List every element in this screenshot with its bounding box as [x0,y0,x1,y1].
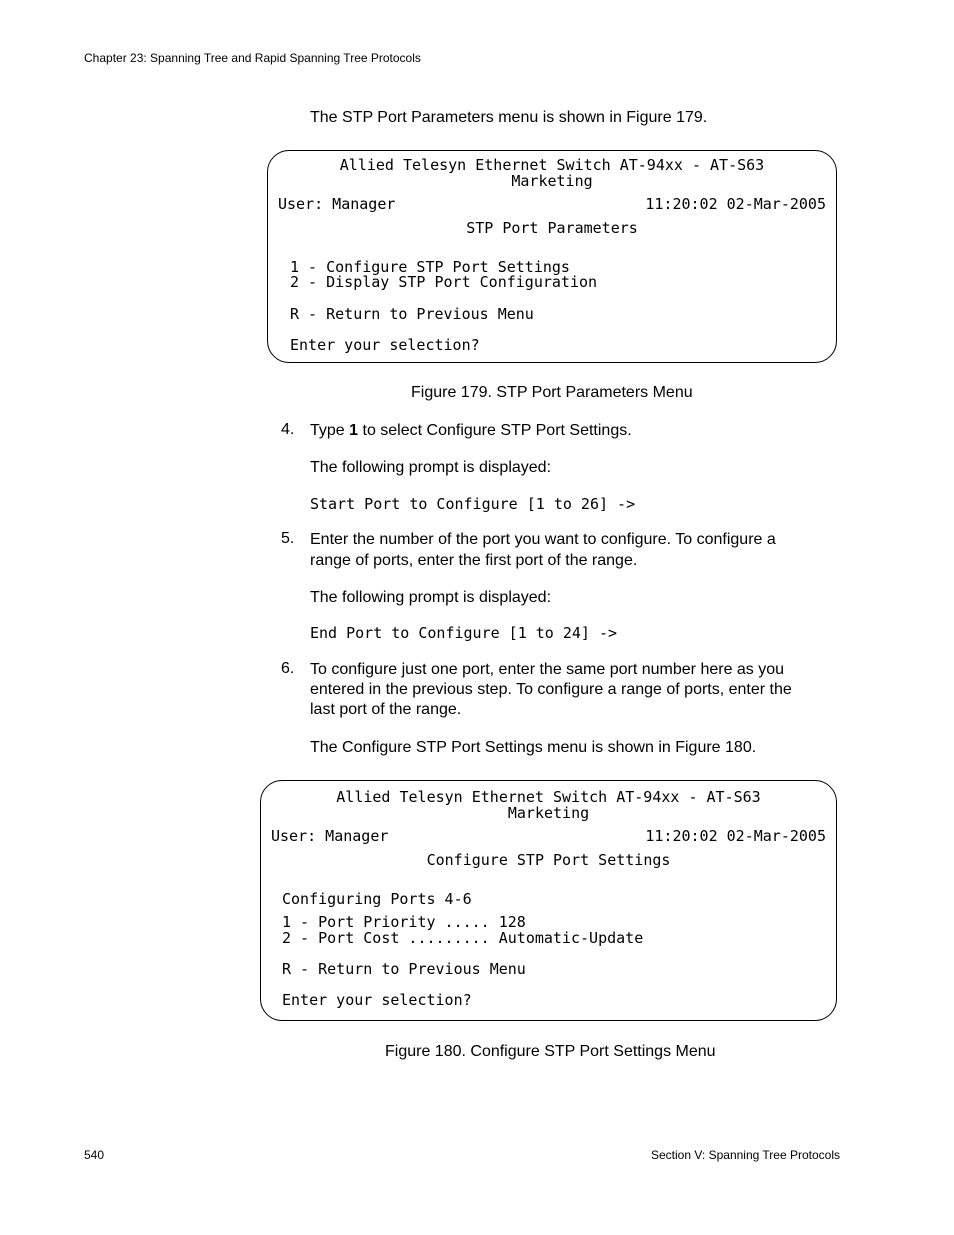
terminal-menu-title: Configure STP Port Settings [426,851,671,869]
step-follow-text: The following prompt is displayed: [310,459,552,476]
running-footer: Section V: Spanning Tree Protocols [651,1148,840,1162]
step-text-line: range of ports, enter the first port of the range. [310,552,638,569]
terminal-user: User: Manager [271,827,389,845]
step-text-line: entered in the previous step. To configure a range of ports, enter the [310,681,792,698]
terminal-screen-stp-port-parameters [267,150,837,363]
terminal-user: User: Manager [278,195,396,213]
running-header: Chapter 23: Spanning Tree and Rapid Spanning Tree Protocols [84,51,421,65]
intro-paragraph: The STP Port Parameters menu is shown in Figure 179. [310,109,708,126]
menu-option-return: R - Return to Previous Menu [290,305,534,323]
terminal-prompt: Enter your selection? [282,991,472,1009]
terminal-subtitle: Marketing [507,804,590,822]
step-text-line: Enter the number of the port you want to configure. To configure a [310,531,776,548]
menu-option-2: 2 - Port Cost ......... Automatic-Update [282,929,644,947]
menu-option-2: 2 - Display STP Port Configuration [290,273,598,291]
terminal-subtitle: Marketing [511,172,593,190]
step-text-pre: Type [310,422,350,439]
step-number: 5. [281,530,295,547]
step-follow-text: The following prompt is displayed: [310,589,552,606]
configuring-ports-text: Configuring Ports 4-6 [282,890,472,908]
step-text-line: last port of the range. [310,701,462,718]
terminal-screen-configure-stp-port-settings [260,780,837,1021]
step-text-bold: 1 [349,422,359,439]
menu-option-1: 1 - Port Priority ..... 128 [282,913,526,931]
menu-option-1: 1 - Configure STP Port Settings [290,258,570,276]
prompt-text: End Port to Configure [1 to 24] -> [310,624,618,642]
step-text-post: to select Configure STP Port Settings. [358,422,632,439]
prompt-text: Start Port to Configure [1 to 26] -> [310,495,636,513]
step-follow-text: The Configure STP Port Settings menu is shown in Figure 180. [310,739,757,756]
terminal-prompt: Enter your selection? [290,336,480,354]
figure-caption: Figure 179. STP Port Parameters Menu [411,384,693,401]
step-text [310,421,632,441]
page-number: 540 [84,1148,105,1162]
terminal-menu-title: STP Port Parameters [466,219,638,237]
menu-option-return: R - Return to Previous Menu [282,960,526,978]
figure-caption: Figure 180. Configure STP Port Settings Menu [385,1043,716,1060]
step-number: 4. [281,421,295,438]
terminal-title: Allied Telesyn Ethernet Switch AT-94xx - AT-S63 [339,156,765,174]
terminal-datetime: 11:20:02 02-Mar-2005 [645,195,826,213]
step-text-line: To configure just one port, enter the same port number here as you [310,661,785,678]
terminal-datetime: 11:20:02 02-Mar-2005 [645,827,826,845]
step-number: 6. [281,660,295,677]
terminal-title: Allied Telesyn Ethernet Switch AT-94xx - AT-S63 [336,788,761,806]
